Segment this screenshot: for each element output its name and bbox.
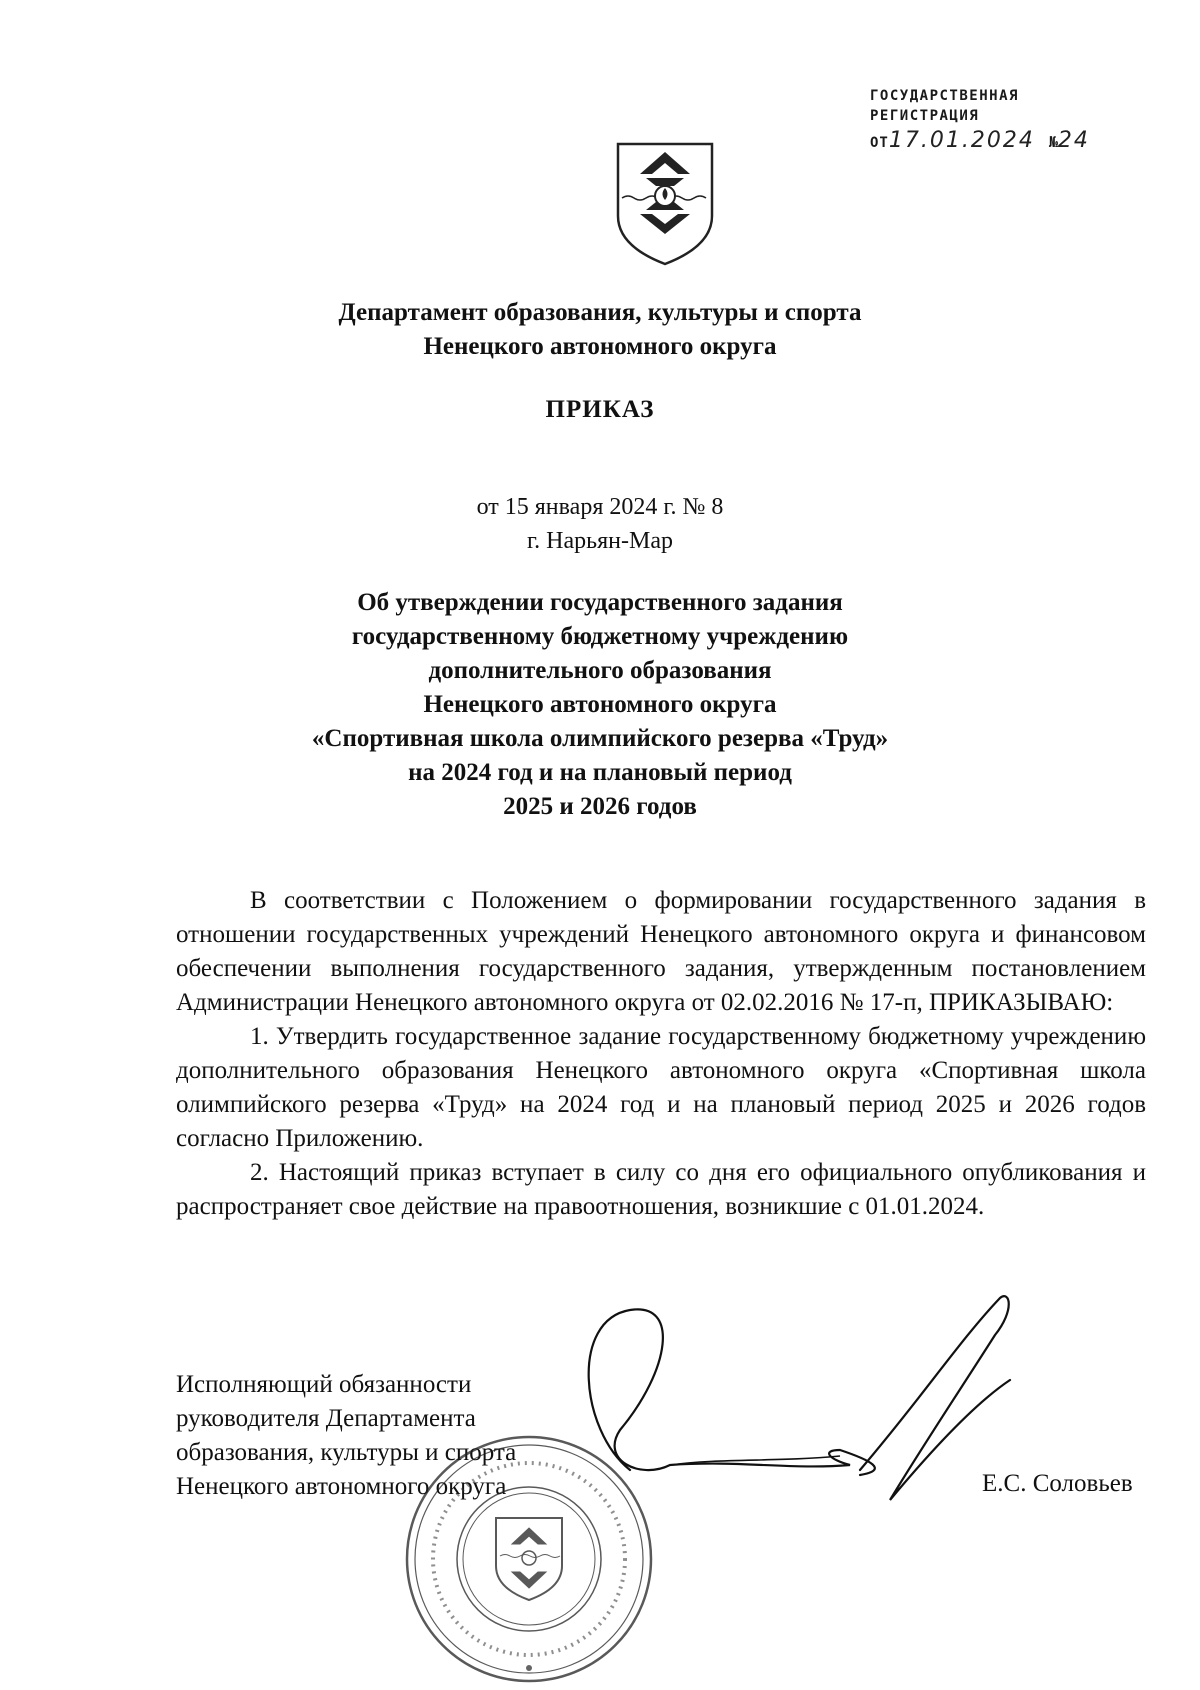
subject-line: Об утверждении государственного задания xyxy=(357,589,843,616)
signatory-name: Е.С. Соловьев xyxy=(982,1470,1133,1497)
subject-line: дополнительного образования xyxy=(428,657,772,684)
registration-date: 17.01.2024 xyxy=(888,128,1035,153)
coat-of-arms-icon xyxy=(612,138,718,268)
registration-from-label: ОТ xyxy=(870,135,889,151)
signatory-line: образования, культуры и спорта xyxy=(176,1439,517,1466)
registration-stamp xyxy=(870,86,1110,153)
subject-line: 2025 и 2026 годов xyxy=(503,793,697,820)
department-line-1: Департамент образования, культуры и спорта xyxy=(338,299,862,326)
subject-line: государственному бюджетному учреждению xyxy=(351,623,849,650)
registration-number: 24 xyxy=(1057,128,1090,153)
date-and-place xyxy=(0,490,1200,558)
department-name xyxy=(0,296,1200,364)
registration-row xyxy=(870,128,1110,153)
order-body xyxy=(176,884,1146,1224)
signatory-line: Исполняющий обязанности xyxy=(176,1371,472,1398)
order-subject xyxy=(0,586,1200,824)
order-place: г. Нарьян-Мар xyxy=(527,528,673,554)
subject-line: «Спортивная школа олимпийского резерва «Труд» xyxy=(311,725,889,752)
order-item-2: 2. Настоящий приказ вступает в силу со дня его официального опубликования и распространяет свое действие на правоотношения, возникшие с 01.01.2024. xyxy=(176,1159,1146,1220)
department-line-2: Ненецкого автономного округа xyxy=(423,333,777,360)
subject-line: Ненецкого автономного округа xyxy=(423,691,777,718)
signatory-line: Ненецкого автономного округа xyxy=(176,1473,507,1500)
registration-line-1: ГОСУДАРСТВЕННАЯ xyxy=(870,88,1019,104)
preamble-paragraph: В соответствии с Положением о формировании государственного задания в отношении государственных учреждений Ненецкого автономного округа и финансовом обеспечении выполнения государственного задания, утвержденным постановлением Администрации Ненецкого автономного округа от 02.02.2016 № 17-п, ПРИКАЗЫВАЮ: xyxy=(176,887,1146,1016)
registration-number-label: № xyxy=(1048,133,1058,151)
official-seal-icon xyxy=(398,1428,660,1690)
order-date-number: от 15 января 2024 г. № 8 xyxy=(476,494,724,520)
document-type: ПРИКАЗ xyxy=(545,396,655,423)
subject-line: на 2024 год и на плановый период xyxy=(408,759,792,786)
registration-line-2: РЕГИСТРАЦИЯ xyxy=(870,108,980,124)
signatory-line: руководителя Департамента xyxy=(176,1405,476,1432)
order-item-1: 1. Утвердить государственное задание государственному бюджетному учреждению дополнительного образования Ненецкого автономного округа «Спортивная школа олимпийского резерва «Труд» на 2024 год и на плановый период 2025 и 2026 годов согласно Приложению. xyxy=(176,1023,1146,1152)
